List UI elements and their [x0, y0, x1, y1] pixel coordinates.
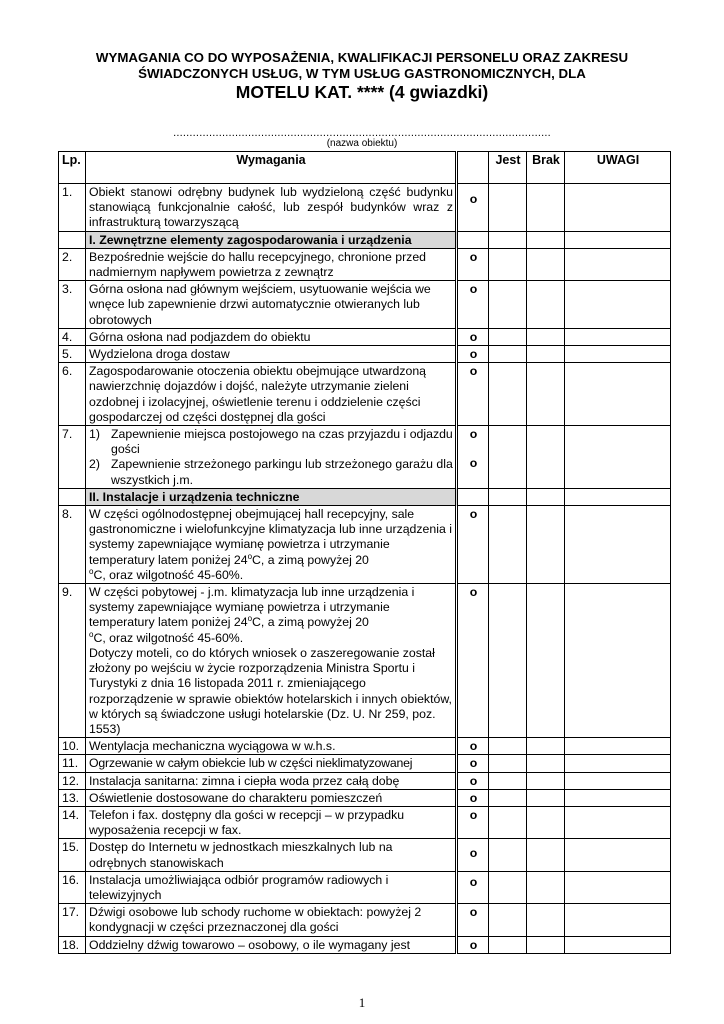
requirement-text: Wentylacja mechaniczna wyciągowa w w.h.s.: [86, 738, 457, 755]
jest-cell[interactable]: [489, 328, 527, 345]
uwagi-cell[interactable]: [565, 184, 671, 232]
required-mark: o: [457, 755, 489, 772]
brak-cell[interactable]: [527, 738, 565, 755]
requirement-text: Zagospodarowanie otoczenia obiektu obejmujące utwardzoną nawierzchnię dojazdów i dojść, należyte utrzymanie zieleni ozdobnej i izolacyjnej, oświetlenie terenu i oddzielenie części gospodarczej od części dostępnej dla gości: [86, 363, 457, 426]
brak-cell[interactable]: [527, 426, 565, 489]
required-mark: [457, 488, 489, 505]
row-number: 8.: [59, 506, 86, 584]
page-number: 1: [358, 995, 366, 1010]
object-name-field[interactable]: ....................................................................................................................: [173, 127, 551, 139]
uwagi-cell[interactable]: [565, 755, 671, 772]
requirement-text: Dźwigi osobowe lub schody ruchome w obiektach: powyżej 2 kondygnacji w części przeznaczonej dla gości: [86, 904, 457, 936]
required-mark: o: [457, 506, 489, 584]
title-line-3: MOTELU KAT. **** (4 gwiazdki): [235, 82, 489, 102]
brak-cell[interactable]: [527, 936, 565, 953]
uwagi-cell[interactable]: [565, 363, 671, 426]
jest-cell[interactable]: [489, 184, 527, 232]
uwagi-cell[interactable]: [565, 346, 671, 363]
jest-cell[interactable]: [489, 363, 527, 426]
table-header-row: [59, 152, 671, 184]
jest-cell[interactable]: [489, 772, 527, 789]
jest-cell[interactable]: [489, 871, 527, 903]
brak-cell[interactable]: [527, 506, 565, 584]
required-mark: o: [457, 248, 489, 280]
document-title: [0, 50, 724, 102]
row-number: 9.: [59, 584, 86, 738]
section-title: II. Instalacje i urządzenia techniczne: [86, 488, 457, 505]
title-line-1: WYMAGANIA CO DO WYPOSAŻENIA, KWALIFIKACJI PERSONELU ORAZ ZAKRESU: [95, 50, 629, 65]
brak-cell[interactable]: [527, 281, 565, 329]
jest-cell[interactable]: [489, 738, 527, 755]
required-mark: o: [457, 346, 489, 363]
brak-cell[interactable]: [527, 839, 565, 871]
header-brak: Brak: [527, 152, 565, 184]
table-row: [59, 281, 671, 329]
header-jest: Jest: [489, 152, 527, 184]
row-number: 15.: [59, 839, 86, 871]
header-mark: [457, 152, 489, 184]
requirement-text: [86, 426, 457, 489]
jest-cell[interactable]: [489, 584, 527, 738]
table-row: [59, 328, 671, 345]
requirement-text: W części pobytowej - j.m. klimatyzacja lub inne urządzenia i systemy zapewniające wymianę powietrza i utrzymanie temperatury latem poniżej 24$^o$C, a zimą powyżej 20 $^o$C, oraz wilgotność 45-60%. Dotyczy moteli, co do których wniosek o zaszeregowanie został złożony po wejściu w życie rozporządzenia Ministra Sportu i Turystyki z dnia 16 listopada 2011 r. zmieniającego rozporządzenie w sprawie obiektów hotelarskich i innych obiektów, w których są świadczone usługi hotelarskie (Dz. U. Nr 259, poz. 1553): [86, 584, 457, 738]
jest-cell[interactable]: [489, 281, 527, 329]
brak-cell: [527, 231, 565, 248]
uwagi-cell[interactable]: [565, 426, 671, 489]
row-number: 13.: [59, 789, 86, 806]
required-mark: [457, 426, 489, 489]
table-row: [59, 871, 671, 903]
table-row: [59, 904, 671, 936]
uwagi-cell[interactable]: [565, 281, 671, 329]
required-mark: o: [457, 806, 489, 838]
requirement-text: Instalacja sanitarna: zimna i ciepła woda przez całą dobę: [86, 772, 457, 789]
brak-cell[interactable]: [527, 904, 565, 936]
required-mark: o: [457, 738, 489, 755]
brak-cell: [527, 488, 565, 505]
table-row: [59, 772, 671, 789]
requirement-text: Oddzielny dźwig towarowo – osobowy, o ile wymagany jest: [86, 936, 457, 953]
requirement-text: Telefon i fax. dostępny dla gości w recepcji – w przypadku wyposażenia recepcji w fax.: [86, 806, 457, 838]
uwagi-cell[interactable]: [565, 839, 671, 871]
row-number: 12.: [59, 772, 86, 789]
row-number: 5.: [59, 346, 86, 363]
uwagi-cell[interactable]: [565, 871, 671, 903]
required-mark: o: [457, 871, 489, 903]
required-mark: o: [457, 936, 489, 953]
required-mark: [457, 231, 489, 248]
uwagi-cell[interactable]: [565, 904, 671, 936]
jest-cell: [489, 488, 527, 505]
uwagi-cell[interactable]: [565, 248, 671, 280]
sub-item-text: Zapewnienie strzeżonego parkingu lub strzeżonego garażu dla wszystkich j.m.: [111, 457, 453, 487]
row-number: [59, 488, 86, 505]
brak-cell[interactable]: [527, 346, 565, 363]
uwagi-cell[interactable]: [565, 806, 671, 838]
row-number: 11.: [59, 755, 86, 772]
uwagi-cell[interactable]: [565, 738, 671, 755]
sub-item-text: Zapewnienie miejsca postojowego na czas przyjazdu i odjazdu gości: [111, 427, 453, 457]
brak-cell[interactable]: [527, 328, 565, 345]
requirement-text: Instalacja umożliwiająca odbiór programów radiowych i telewizyjnych: [86, 871, 457, 903]
jest-cell[interactable]: [489, 904, 527, 936]
row-number: 2.: [59, 248, 86, 280]
sub-item: [89, 427, 453, 457]
row-number: 10.: [59, 738, 86, 755]
requirement-text: Bezpośrednie wejście do hallu recepcyjnego, chronione przed nadmiernym napływem powietrza z zewnątrz: [86, 248, 457, 280]
requirement-text: Oświetlenie dostosowane do charakteru pomieszczeń: [86, 789, 457, 806]
row-number: 18.: [59, 936, 86, 953]
jest-cell[interactable]: [489, 755, 527, 772]
requirement-text: Wydzielona droga dostaw: [86, 346, 457, 363]
brak-cell[interactable]: [527, 789, 565, 806]
row-number: [59, 231, 86, 248]
required-mark: o: [457, 363, 489, 426]
required-mark-2: o: [469, 456, 478, 471]
required-mark: o: [457, 584, 489, 738]
requirement-text: Górna osłona nad podjazdem do obiektu: [86, 328, 457, 345]
required-mark: o: [457, 184, 489, 232]
table-row: [59, 936, 671, 953]
row-number: 4.: [59, 328, 86, 345]
required-mark-1: o: [469, 427, 478, 442]
uwagi-cell[interactable]: [565, 506, 671, 584]
title-line-2: ŚWIADCZONYCH USŁUG, W TYM USŁUG GASTRONOMICZNYCH, DLA: [138, 66, 586, 81]
jest-cell: [489, 231, 527, 248]
object-name-label: (nazwa obiektu): [326, 138, 398, 149]
requirement-text: Dostęp do Internetu w jednostkach mieszkalnych lub na odrębnych stanowiskach: [86, 839, 457, 871]
requirements-table: [58, 151, 671, 954]
uwagi-cell[interactable]: [565, 789, 671, 806]
jest-cell[interactable]: [489, 839, 527, 871]
requirement-text: W części ogólnodostępnej obejmującej hall recepcyjny, sale gastronomiczne i wielofunkcyjne klimatyzacja lub inne urządzenia i systemy zapewniające wymianę powietrza i utrzymanie temperatury latem poniżej 24$^o$C, a zimą powyżej 20 $^o$C, oraz wilgotność 45-60%.: [86, 506, 457, 584]
table-row: [59, 346, 671, 363]
jest-cell[interactable]: [489, 346, 527, 363]
brak-cell[interactable]: [527, 772, 565, 789]
brak-cell[interactable]: [527, 248, 565, 280]
required-mark: o: [457, 281, 489, 329]
table-row: [59, 363, 671, 426]
row-number: 16.: [59, 871, 86, 903]
required-mark: o: [457, 772, 489, 789]
row-number: 14.: [59, 806, 86, 838]
table-row: [59, 789, 671, 806]
row-number: 1.: [59, 184, 86, 232]
sub-item-number: 1): [89, 427, 100, 442]
required-mark: o: [457, 328, 489, 345]
table-row: [59, 755, 671, 772]
table-row: [59, 584, 671, 738]
brak-cell[interactable]: [527, 584, 565, 738]
brak-cell[interactable]: [527, 871, 565, 903]
jest-cell[interactable]: [489, 506, 527, 584]
row-number: 3.: [59, 281, 86, 329]
jest-cell[interactable]: [489, 248, 527, 280]
brak-cell[interactable]: [527, 184, 565, 232]
section-row: [59, 231, 671, 248]
sub-item: [89, 457, 453, 487]
table-row: [59, 248, 671, 280]
section-row: [59, 488, 671, 505]
requirement-text: Ogrzewanie w całym obiekcie lub w części nieklimatyzowanej: [86, 755, 457, 772]
uwagi-cell[interactable]: [565, 328, 671, 345]
brak-cell[interactable]: [527, 363, 565, 426]
table-row: [59, 839, 671, 871]
jest-cell[interactable]: [489, 426, 527, 489]
uwagi-cell[interactable]: [565, 584, 671, 738]
row-number: 7.: [59, 426, 86, 489]
header-uwagi: UWAGI: [565, 152, 671, 184]
requirement-text: Górna osłona nad głównym wejściem, usytuowanie wejścia we wnęce lub zapewnienie drzwi automatycznie otwieranych lub obrotowych: [86, 281, 457, 329]
uwagi-cell: [565, 231, 671, 248]
table-row: [59, 506, 671, 584]
row-number: 17.: [59, 904, 86, 936]
section-title: I. Zewnętrzne elementy zagospodarowania i urządzenia: [86, 231, 457, 248]
required-mark: o: [457, 789, 489, 806]
sub-item-number: 2): [89, 457, 100, 472]
table-row: [59, 806, 671, 838]
brak-cell[interactable]: [527, 755, 565, 772]
jest-cell[interactable]: [489, 789, 527, 806]
table-row: [59, 426, 671, 489]
jest-cell[interactable]: [489, 936, 527, 953]
table-row: [59, 184, 671, 232]
required-mark: o: [457, 839, 489, 871]
header-requirements: Wymagania: [86, 152, 457, 184]
uwagi-cell: [565, 488, 671, 505]
required-mark: o: [457, 904, 489, 936]
requirement-text: Obiekt stanowi odrębny budynek lub wydzieloną część budynku stanowiącą funkcjonalnie całość, lub zespół budynków wraz z infrastrukturą towarzyszącą: [86, 184, 457, 232]
brak-cell[interactable]: [527, 806, 565, 838]
uwagi-cell[interactable]: [565, 772, 671, 789]
row-number: 6.: [59, 363, 86, 426]
header-lp: Lp.: [59, 152, 86, 184]
uwagi-cell[interactable]: [565, 936, 671, 953]
table-row: [59, 738, 671, 755]
jest-cell[interactable]: [489, 806, 527, 838]
